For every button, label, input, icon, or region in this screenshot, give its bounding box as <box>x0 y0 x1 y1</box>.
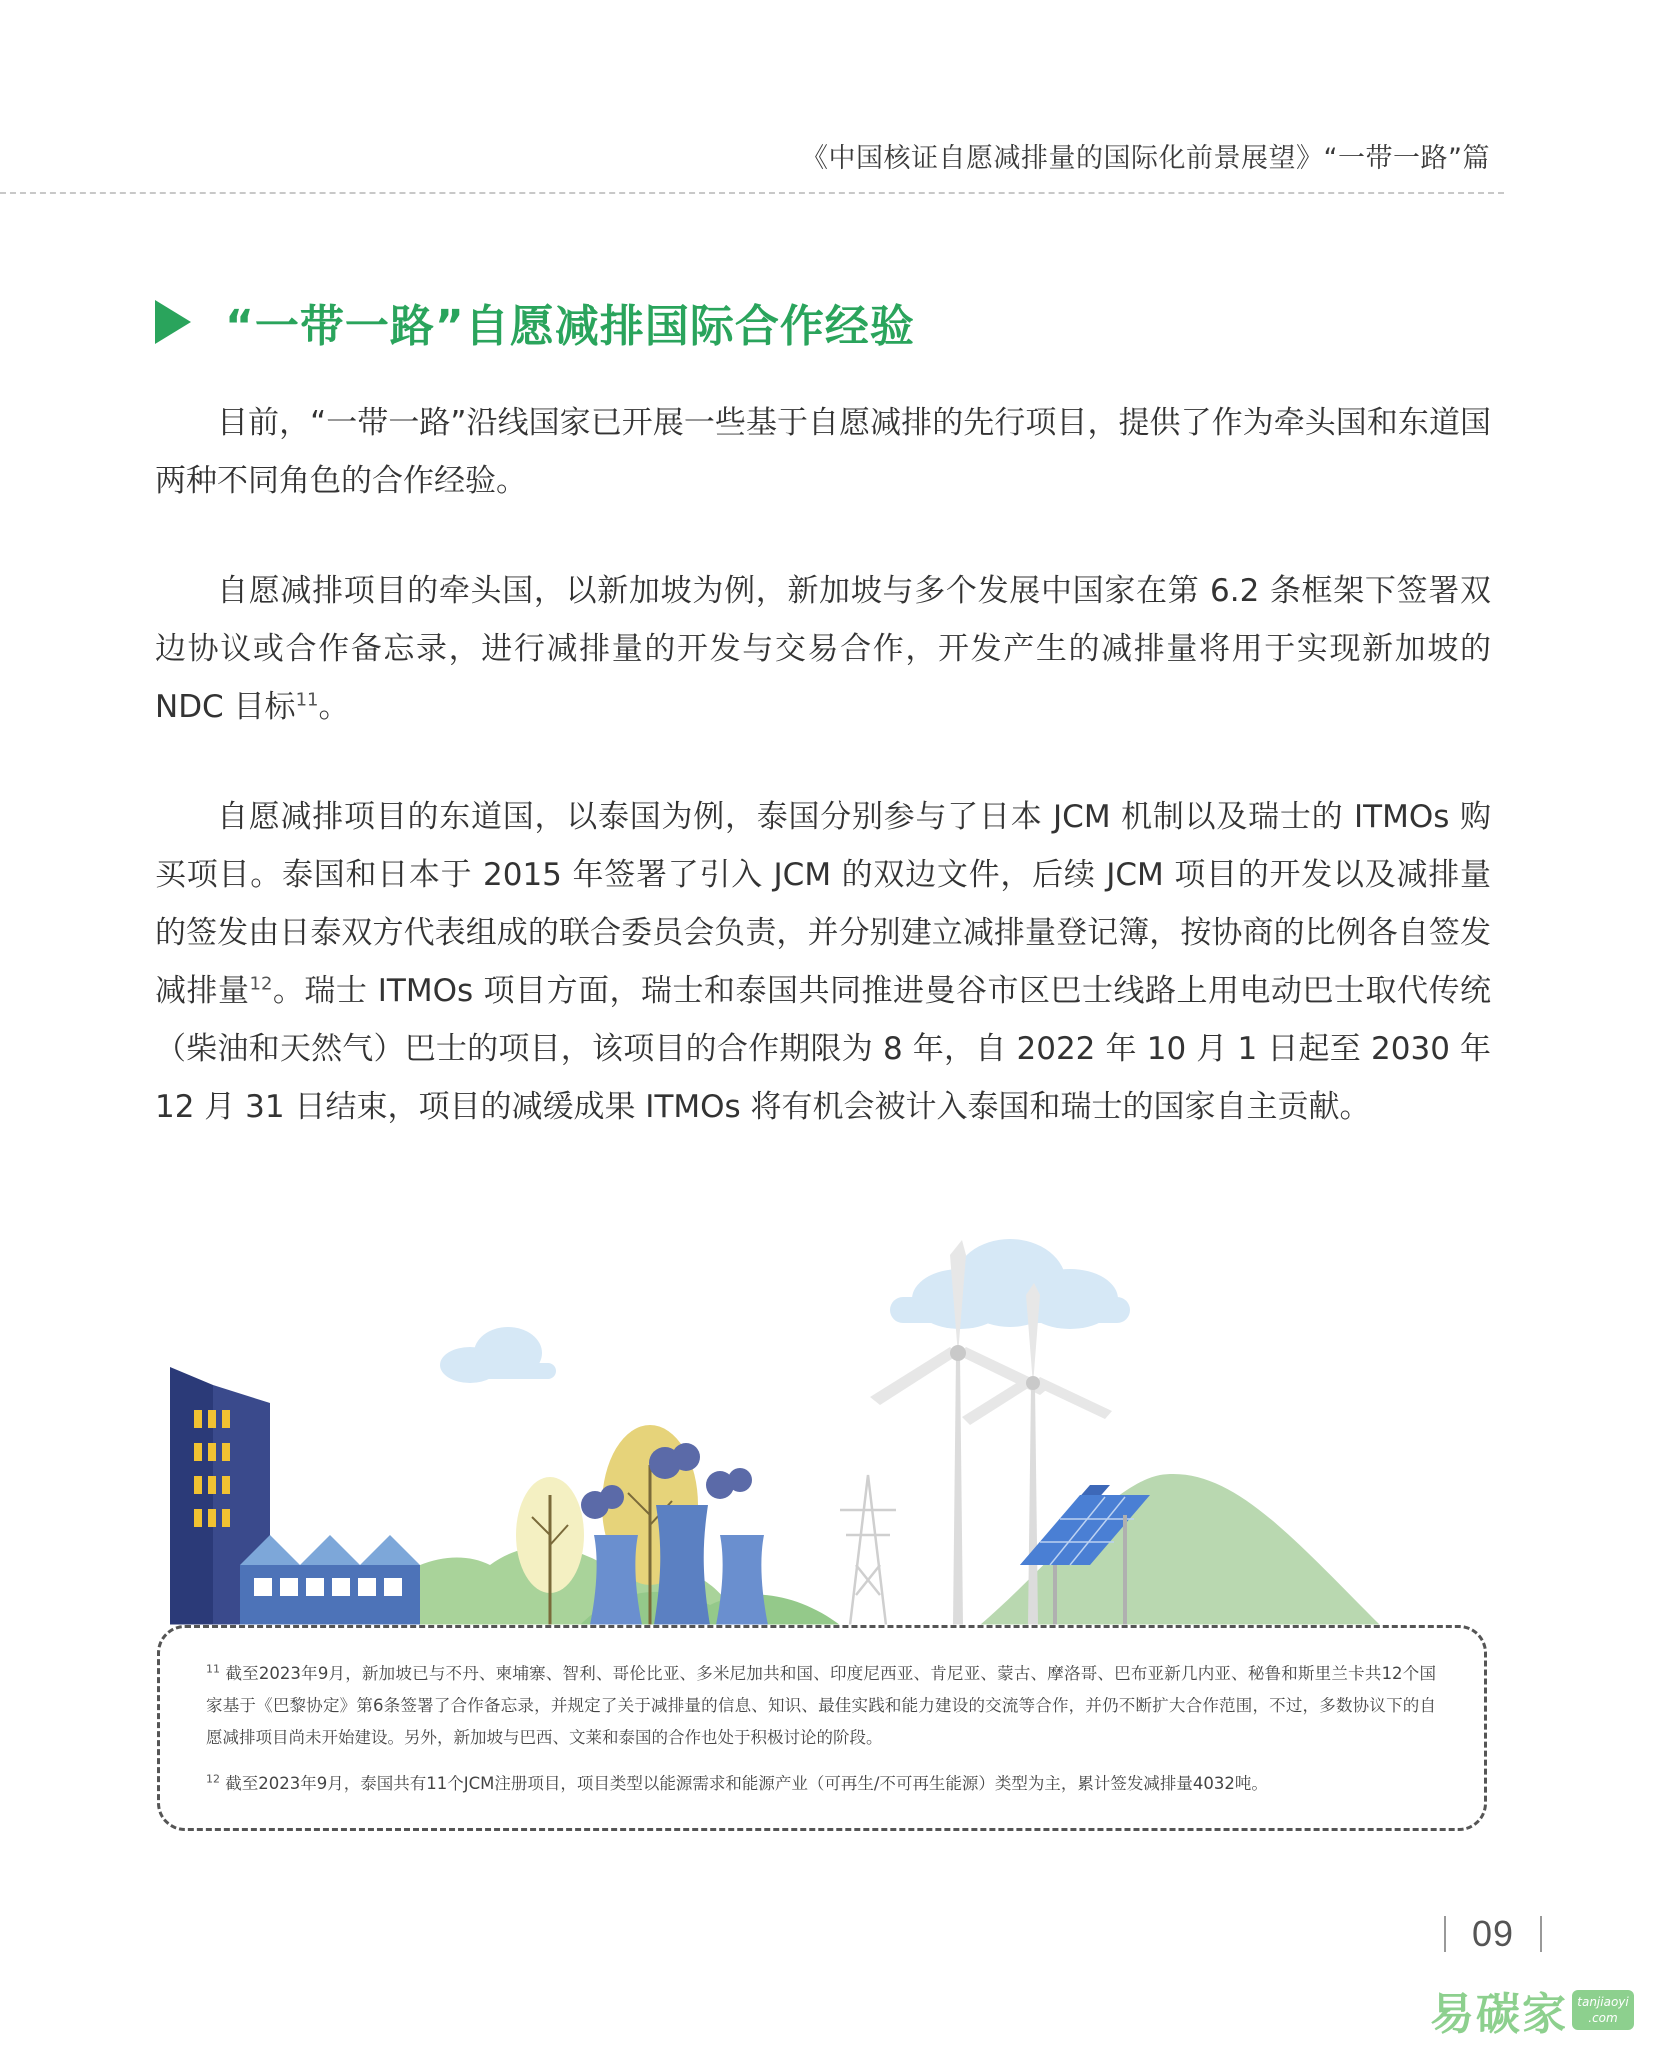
paragraph-3-text-continued: 。瑞士 ITMOs 项目方面，瑞士和泰国共同推进曼谷市区巴士线路上用电动巴士取代传统（柴油和天然气）巴士的项目，该项目的合作期限为 8 年，自 2022 年 10 月 1 日起至 2030 年 12 月 31 日结束，项目的减缓成果 ITMOs 将有机会被计入泰国和瑞士的国家自主贡献。 <box>155 973 1491 1125</box>
running-header: 《中国核证自愿减排量的国际化前景展望》“一带一路”篇 <box>801 143 1490 174</box>
watermark-url-bottom: .com <box>1588 2010 1618 2025</box>
footnote-11-text: 截至2023年9月，新加坡已与不丹、柬埔寨、智利、哥伦比亚、多米尼加共和国、印度尼西亚、肯尼亚、蒙古、摩洛哥、巴布亚新几内亚、秘鲁和斯里兰卡共12个国家基于《巴黎协定》第6条签署了合作备忘录，并规定了关于减排量的信息、知识、最佳实践和能力建设的交流等合作，并仍不断扩大合作范围，不过，多数协议下的自愿减排项目尚未开始建设。另外，新加坡与巴西、文莱和泰国的合作也处于积极讨论的阶段。 <box>206 1664 1436 1747</box>
footnote-ref-11[interactable]: 11 <box>295 689 319 711</box>
watermark-brand: 易碳家 <box>1430 1988 1568 2040</box>
page-number: 09 <box>1471 1913 1514 1954</box>
footnote-ref-12[interactable]: 12 <box>249 973 273 995</box>
paragraph-3-text: 自愿减排项目的东道国，以泰国为例，泰国分别参与了日本 JCM 机制以及瑞士的 ITMOs 购买项目。泰国和日本于 2015 年签署了引入 JCM 的双边文件，后续 JCM 项目的开发以及减排量的签发由日泰双方代表组成的联合委员会负责，并分别建立减排量登记簿，按协商的比例各自签发减排量 <box>155 799 1491 1009</box>
header-rule <box>0 192 1504 194</box>
paragraph-2 <box>155 562 1491 736</box>
page-number-left-bar <box>1444 1916 1446 1952</box>
watermark-logo <box>1430 1972 1654 2047</box>
section-heading <box>155 290 915 354</box>
footnote-box <box>157 1625 1487 1831</box>
city-skyline-illustration <box>150 1235 1470 1635</box>
footnote-12 <box>206 1768 1436 1800</box>
factory <box>240 1535 420 1625</box>
cloud-icon <box>890 1239 1130 1329</box>
watermark-url-badge <box>1572 1990 1634 2030</box>
cloud-icon <box>440 1327 556 1383</box>
paragraph-3 <box>155 788 1491 1136</box>
footnote-marker-11: 11 <box>206 1662 220 1676</box>
footnote-11 <box>206 1658 1436 1754</box>
paragraph-1 <box>155 394 1491 510</box>
footnote-marker-12: 12 <box>206 1772 220 1786</box>
paragraph-2-text: 自愿减排项目的牵头国，以新加坡为例，新加坡与多个发展中国家在第 6.2 条框架下签署双边协议或合作备忘录，进行减排量的开发与交易合作，开发产生的减排量将用于实现新加坡的 NDC 目标 <box>155 573 1491 725</box>
pylon-icon <box>840 1475 896 1625</box>
section-title: “一带一路”自愿减排国际合作经验 <box>225 301 915 352</box>
watermark-url-top: tanjiaoyi <box>1577 1994 1629 2009</box>
play-triangle-icon <box>155 300 191 344</box>
footnote-12-text: 截至2023年9月，泰国共有11个JCM注册项目，项目类型以能源需求和能源产业（可再生/不可再生能源）类型为主，累计签发减排量4032吨。 <box>225 1774 1268 1793</box>
paragraph-1-text: 目前，“一带一路”沿线国家已开展一些基于自愿减排的先行项目，提供了作为牵头国和东道国两种不同角色的合作经验。 <box>155 405 1491 499</box>
page-number-right-bar <box>1540 1916 1542 1952</box>
paragraph-2-end: 。 <box>318 689 350 725</box>
page-number-block <box>1444 1913 1542 1955</box>
